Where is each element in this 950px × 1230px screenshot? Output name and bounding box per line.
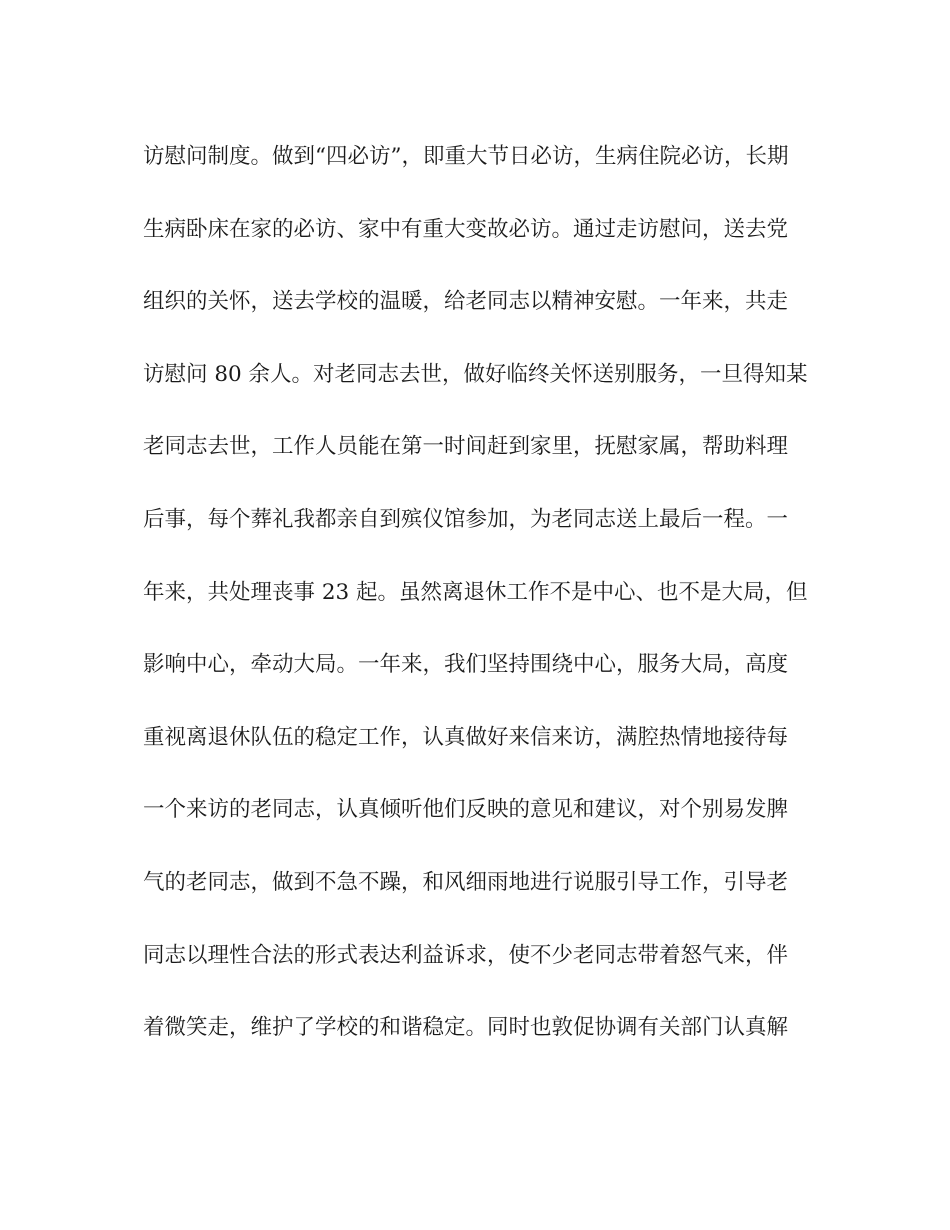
text-line: 年来，共处理丧事 23 起。虽然离退休工作不是中心、也不是大局，但 <box>143 579 808 605</box>
text-line: 气的老同志，做到不急不躁，和风细雨地进行说服引导工作，引导老 <box>143 869 789 895</box>
text-line: 重视离退休队伍的稳定工作，认真做好来信来访，满腔热情地接待每 <box>143 724 789 750</box>
text-line: 着微笑走，维护了学校的和谐稳定。同时也敦促协调有关部门认真解 <box>143 1015 789 1041</box>
body-text <box>143 135 808 1079</box>
text-line: 后事，每个葬礼我都亲自到殡仪馆参加，为老同志送上最后一程。一 <box>143 506 789 532</box>
text-line: 访慰问制度。做到“四必访”，即重大节日必访，生病住院必访，长期 <box>143 144 789 169</box>
text-line: 影响中心，牵动大局。一年来，我们坚持围绕中心，服务大局，高度 <box>143 652 789 678</box>
text-line: 访慰问 80 余人。对老同志去世，做好临终关怀送别服务，一旦得知某 <box>143 361 808 387</box>
text-line: 同志以理性合法的形式表达利益诉求，使不少老同志带着怒气来，伴 <box>143 942 789 968</box>
text-line: 组织的关怀，送去学校的温暖，给老同志以精神安慰。一年来，共走 <box>143 289 789 315</box>
text-line: 生病卧床在家的必访、家中有重大变故必访。通过走访慰问，送去党 <box>143 216 789 242</box>
text-line: 一个来访的老同志，认真倾听他们反映的意见和建议，对个别易发脾 <box>143 797 789 823</box>
text-line: 老同志去世，工作人员能在第一时间赶到家里，抚慰家属，帮助料理 <box>143 434 789 460</box>
